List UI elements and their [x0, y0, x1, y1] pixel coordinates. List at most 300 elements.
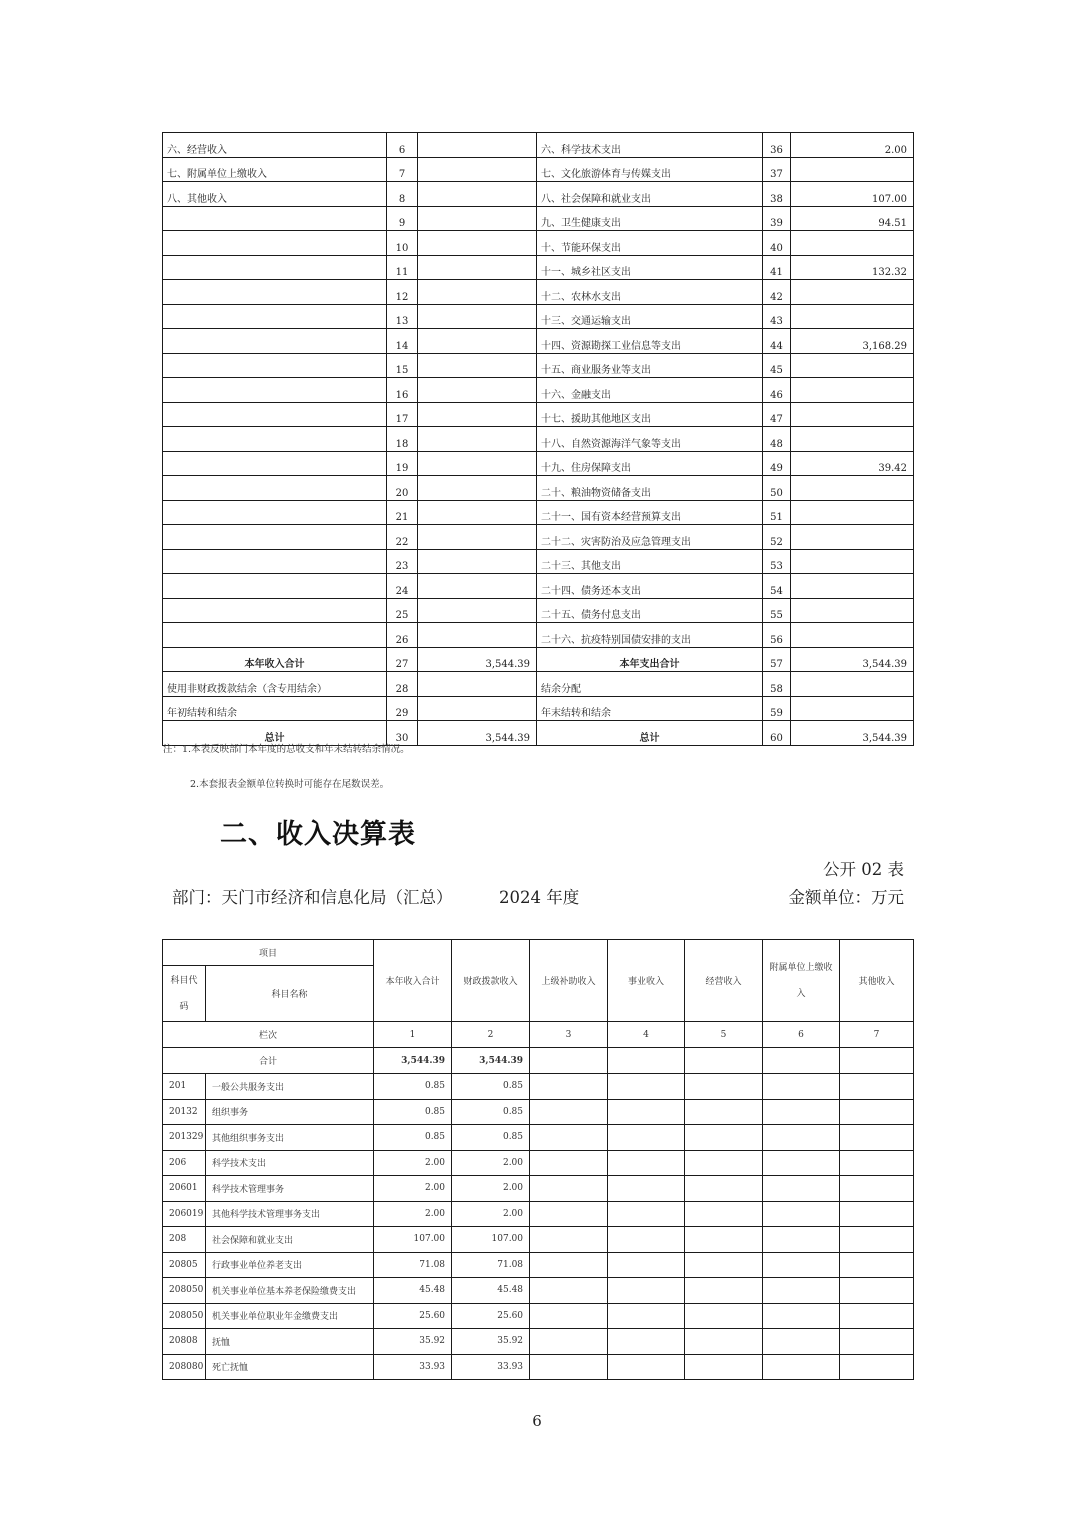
table-row	[163, 500, 914, 525]
income-item-label	[163, 549, 387, 574]
income-item-label	[163, 451, 387, 476]
table-row	[163, 353, 914, 378]
table-row	[163, 1278, 914, 1304]
amount-cell	[763, 1227, 840, 1253]
table-row	[163, 402, 914, 427]
amount-cell: 2.00	[374, 1176, 452, 1202]
amount-cell	[763, 1329, 840, 1355]
amount-cell	[530, 1303, 608, 1329]
note-2: 2.本套报表金额单位转换时可能存在尾数误差。	[190, 779, 390, 790]
amount-cell	[685, 1074, 763, 1100]
amount-cell	[685, 1099, 763, 1125]
expenditure-item-label: 七、文化旅游体育与传媒支出	[537, 157, 763, 182]
expenditure-item-label: 总计	[537, 721, 763, 746]
table-row	[163, 255, 914, 280]
expenditure-item-label: 九、卫生健康支出	[537, 206, 763, 231]
income-item-label: 年初结转和结余	[163, 696, 387, 721]
income-line-number: 24	[387, 574, 418, 599]
income-amount	[418, 623, 537, 648]
department-label: 部门：天门市经济和信息化局（汇总）	[172, 888, 453, 907]
total-label: 合计	[163, 1048, 374, 1074]
table-row	[163, 378, 914, 403]
income-item-label	[163, 623, 387, 648]
amount-cell: 45.48	[374, 1278, 452, 1304]
subject-code: 20805	[163, 1252, 206, 1278]
expenditure-line-number: 46	[763, 378, 791, 403]
table-row	[163, 231, 914, 256]
income-line-number: 29	[387, 696, 418, 721]
header-row-1	[163, 940, 914, 966]
expenditure-item-label: 十一、城乡社区支出	[537, 255, 763, 280]
income-item-label	[163, 206, 387, 231]
expenditure-line-number: 41	[763, 255, 791, 280]
income-amount	[418, 182, 537, 207]
income-amount	[418, 157, 537, 182]
header-col-7: 其他收入	[840, 940, 914, 1022]
expenditure-item-label: 二十、粮油物资储备支出	[537, 476, 763, 501]
income-amount	[418, 402, 537, 427]
subject-code: 208050	[163, 1303, 206, 1329]
amount-cell: 2.00	[374, 1201, 452, 1227]
amount-cell	[840, 1201, 914, 1227]
total-value	[685, 1048, 763, 1074]
income-line-number: 27	[387, 647, 418, 672]
income-item-label: 六、经营收入	[163, 133, 387, 158]
amount-cell	[840, 1278, 914, 1304]
expenditure-line-number: 57	[763, 647, 791, 672]
income-amount	[418, 427, 537, 452]
expenditure-amount	[791, 525, 914, 550]
income-amount	[418, 500, 537, 525]
income-amount: 3,544.39	[418, 647, 537, 672]
table-row	[163, 672, 914, 697]
expenditure-item-label: 六、科学技术支出	[537, 133, 763, 158]
table-row	[163, 525, 914, 550]
amount-cell	[608, 1201, 685, 1227]
expenditure-item-label: 年末结转和结余	[537, 696, 763, 721]
amount-cell	[685, 1176, 763, 1202]
column-number: 4	[608, 1022, 685, 1048]
income-amount	[418, 280, 537, 305]
table-row	[163, 1252, 914, 1278]
total-row	[163, 1048, 914, 1074]
section-title: 二、收入决算表	[220, 819, 416, 850]
table-row	[163, 574, 914, 599]
column-number: 1	[374, 1022, 452, 1048]
income-amount	[418, 133, 537, 158]
amount-cell	[840, 1099, 914, 1125]
income-line-number: 9	[387, 206, 418, 231]
income-line-number: 21	[387, 500, 418, 525]
amount-cell	[530, 1278, 608, 1304]
amount-cell	[685, 1354, 763, 1380]
subject-name: 其他组织事务支出	[206, 1125, 374, 1151]
income-amount	[418, 696, 537, 721]
expenditure-item-label: 十二、农林水支出	[537, 280, 763, 305]
header-name: 科目名称	[206, 966, 374, 1022]
income-amount	[418, 672, 537, 697]
table-row	[163, 1354, 914, 1380]
year-label: 2024 年度	[499, 888, 580, 907]
note-1: 注：1.本表反映部门本年度的总收支和年末结转结余情况。	[163, 744, 410, 755]
table-row	[163, 304, 914, 329]
amount-cell: 2.00	[452, 1176, 530, 1202]
income-line-number: 8	[387, 182, 418, 207]
subject-code: 20601	[163, 1176, 206, 1202]
expenditure-item-label: 结余分配	[537, 672, 763, 697]
expenditure-line-number: 51	[763, 500, 791, 525]
expenditure-item-label: 十、节能环保支出	[537, 231, 763, 256]
income-line-number: 28	[387, 672, 418, 697]
amount-cell: 71.08	[374, 1252, 452, 1278]
expenditure-amount: 132.32	[791, 255, 914, 280]
income-amount	[418, 255, 537, 280]
table-row	[163, 549, 914, 574]
column-number-row	[163, 1022, 914, 1048]
column-number: 5	[685, 1022, 763, 1048]
income-item-label	[163, 329, 387, 354]
income-expenditure-summary-table	[162, 132, 914, 746]
table-row	[163, 206, 914, 231]
expenditure-amount	[791, 623, 914, 648]
amount-cell: 107.00	[452, 1227, 530, 1253]
amount-cell	[530, 1252, 608, 1278]
expenditure-line-number: 56	[763, 623, 791, 648]
expenditure-line-number: 39	[763, 206, 791, 231]
amount-cell	[530, 1074, 608, 1100]
subject-code: 20132	[163, 1099, 206, 1125]
amount-cell: 2.00	[452, 1150, 530, 1176]
expenditure-amount	[791, 476, 914, 501]
subject-name: 死亡抚恤	[206, 1354, 374, 1380]
expenditure-line-number: 48	[763, 427, 791, 452]
expenditure-line-number: 50	[763, 476, 791, 501]
income-line-number: 11	[387, 255, 418, 280]
header-code: 科目代码	[163, 966, 206, 1022]
subject-code: 206019	[163, 1201, 206, 1227]
income-line-number: 12	[387, 280, 418, 305]
amount-cell: 0.85	[452, 1074, 530, 1100]
expenditure-item-label: 二十五、债务付息支出	[537, 598, 763, 623]
subject-name: 科学技术支出	[206, 1150, 374, 1176]
table-row	[163, 157, 914, 182]
income-line-number: 25	[387, 598, 418, 623]
amount-cell	[763, 1303, 840, 1329]
income-amount	[418, 451, 537, 476]
income-item-label	[163, 304, 387, 329]
table-row	[163, 476, 914, 501]
expenditure-amount	[791, 500, 914, 525]
amount-cell	[840, 1303, 914, 1329]
amount-cell	[685, 1329, 763, 1355]
amount-cell	[530, 1125, 608, 1151]
income-line-number: 10	[387, 231, 418, 256]
income-item-label	[163, 402, 387, 427]
income-line-number: 14	[387, 329, 418, 354]
header-col-2: 财政拨款收入	[452, 940, 530, 1022]
expenditure-line-number: 43	[763, 304, 791, 329]
expenditure-amount: 3,544.39	[791, 721, 914, 746]
expenditure-item-label: 十七、援助其他地区支出	[537, 402, 763, 427]
expenditure-amount	[791, 598, 914, 623]
subject-code: 208	[163, 1227, 206, 1253]
unit-label: 金额单位：万元	[788, 888, 904, 907]
amount-cell: 45.48	[452, 1278, 530, 1304]
expenditure-amount	[791, 304, 914, 329]
income-line-number: 16	[387, 378, 418, 403]
income-line-number: 22	[387, 525, 418, 550]
income-item-label	[163, 280, 387, 305]
header-col-6: 附属单位上缴收入	[763, 940, 840, 1022]
amount-cell: 25.60	[452, 1303, 530, 1329]
amount-cell	[840, 1125, 914, 1151]
amount-cell	[763, 1176, 840, 1202]
income-line-number: 13	[387, 304, 418, 329]
expenditure-item-label: 十八、自然资源海洋气象等支出	[537, 427, 763, 452]
amount-cell	[840, 1227, 914, 1253]
income-amount	[418, 574, 537, 599]
amount-cell	[530, 1201, 608, 1227]
amount-cell	[608, 1278, 685, 1304]
amount-cell	[530, 1354, 608, 1380]
column-number: 7	[840, 1022, 914, 1048]
amount-cell	[763, 1278, 840, 1304]
income-amount	[418, 206, 537, 231]
table-row	[163, 133, 914, 158]
amount-cell: 0.85	[374, 1099, 452, 1125]
expenditure-item-label: 二十三、其他支出	[537, 549, 763, 574]
header-item: 项目	[163, 940, 374, 966]
amount-cell	[763, 1074, 840, 1100]
table-row	[163, 1303, 914, 1329]
amount-cell: 35.92	[374, 1329, 452, 1355]
expenditure-amount	[791, 280, 914, 305]
income-item-label	[163, 574, 387, 599]
subject-name: 一般公共服务支出	[206, 1074, 374, 1100]
expenditure-line-number: 53	[763, 549, 791, 574]
income-item-label	[163, 476, 387, 501]
expenditure-line-number: 55	[763, 598, 791, 623]
income-item-label: 八、其他收入	[163, 182, 387, 207]
income-line-number: 30	[387, 721, 418, 746]
income-amount	[418, 549, 537, 574]
header-col-3: 上级补助收入	[530, 940, 608, 1022]
income-amount	[418, 353, 537, 378]
table-row	[163, 1329, 914, 1355]
amount-cell	[530, 1329, 608, 1355]
expenditure-amount	[791, 427, 914, 452]
amount-cell	[840, 1150, 914, 1176]
expenditure-amount: 94.51	[791, 206, 914, 231]
income-item-label	[163, 378, 387, 403]
income-amount: 3,544.39	[418, 721, 537, 746]
expenditure-amount	[791, 231, 914, 256]
amount-cell	[530, 1176, 608, 1202]
subject-name: 机关事业单位基本养老保险缴费支出	[206, 1278, 374, 1304]
income-item-label	[163, 525, 387, 550]
expenditure-item-label: 八、社会保障和就业支出	[537, 182, 763, 207]
income-item-label: 七、附属单位上缴收入	[163, 157, 387, 182]
expenditure-line-number: 47	[763, 402, 791, 427]
amount-cell: 0.85	[452, 1125, 530, 1151]
income-final-accounts-table	[162, 939, 914, 1380]
income-item-label	[163, 255, 387, 280]
income-item-label	[163, 427, 387, 452]
column-number: 3	[530, 1022, 608, 1048]
amount-cell	[840, 1329, 914, 1355]
income-item-label: 使用非财政拨款结余（含专用结余）	[163, 672, 387, 697]
expenditure-line-number: 44	[763, 329, 791, 354]
expenditure-amount: 3,168.29	[791, 329, 914, 354]
amount-cell	[530, 1099, 608, 1125]
expenditure-item-label: 二十六、抗疫特别国债安排的支出	[537, 623, 763, 648]
income-line-number: 20	[387, 476, 418, 501]
amount-cell: 33.93	[452, 1354, 530, 1380]
expenditure-item-label: 十三、交通运输支出	[537, 304, 763, 329]
amount-cell: 71.08	[452, 1252, 530, 1278]
column-number: 2	[452, 1022, 530, 1048]
amount-cell	[685, 1125, 763, 1151]
amount-cell	[840, 1354, 914, 1380]
amount-cell	[608, 1150, 685, 1176]
expenditure-amount	[791, 378, 914, 403]
table-row	[163, 1125, 914, 1151]
amount-cell	[763, 1099, 840, 1125]
expenditure-amount: 2.00	[791, 133, 914, 158]
table-row	[163, 1099, 914, 1125]
income-item-label	[163, 231, 387, 256]
expenditure-item-label: 十五、商业服务业等支出	[537, 353, 763, 378]
table-row	[163, 696, 914, 721]
header-col-5: 经营收入	[685, 940, 763, 1022]
amount-cell	[763, 1125, 840, 1151]
table-row	[163, 1201, 914, 1227]
amount-cell: 33.93	[374, 1354, 452, 1380]
expenditure-item-label: 二十二、灾害防治及应急管理支出	[537, 525, 763, 550]
expenditure-amount: 107.00	[791, 182, 914, 207]
expenditure-line-number: 45	[763, 353, 791, 378]
income-item-label: 总计	[163, 721, 387, 746]
amount-cell	[608, 1303, 685, 1329]
table-code: 公开 02 表	[823, 860, 904, 879]
page-number: 6	[532, 1412, 542, 1430]
table-row	[163, 647, 914, 672]
expenditure-line-number: 60	[763, 721, 791, 746]
subject-name: 组织事务	[206, 1099, 374, 1125]
table-row	[163, 182, 914, 207]
subject-code: 20808	[163, 1329, 206, 1355]
amount-cell	[608, 1252, 685, 1278]
income-line-number: 23	[387, 549, 418, 574]
amount-cell	[608, 1125, 685, 1151]
column-number-label: 栏次	[163, 1022, 374, 1048]
amount-cell: 107.00	[374, 1227, 452, 1253]
expenditure-item-label: 十九、住房保障支出	[537, 451, 763, 476]
expenditure-line-number: 42	[763, 280, 791, 305]
amount-cell	[530, 1227, 608, 1253]
income-line-number: 15	[387, 353, 418, 378]
expenditure-line-number: 38	[763, 182, 791, 207]
amount-cell	[685, 1150, 763, 1176]
income-amount	[418, 231, 537, 256]
amount-cell	[763, 1201, 840, 1227]
income-amount	[418, 329, 537, 354]
expenditure-line-number: 58	[763, 672, 791, 697]
amount-cell	[608, 1074, 685, 1100]
amount-cell: 25.60	[374, 1303, 452, 1329]
expenditure-line-number: 40	[763, 231, 791, 256]
income-line-number: 7	[387, 157, 418, 182]
expenditure-amount: 39.42	[791, 451, 914, 476]
table-row	[163, 427, 914, 452]
amount-cell	[840, 1176, 914, 1202]
income-line-number: 6	[387, 133, 418, 158]
expenditure-item-label: 十四、资源勘探工业信息等支出	[537, 329, 763, 354]
expenditure-amount: 3,544.39	[791, 647, 914, 672]
subject-code: 201	[163, 1074, 206, 1100]
expenditure-line-number: 49	[763, 451, 791, 476]
amount-cell	[763, 1252, 840, 1278]
amount-cell	[685, 1227, 763, 1253]
expenditure-amount	[791, 672, 914, 697]
amount-cell	[608, 1227, 685, 1253]
income-amount	[418, 476, 537, 501]
subject-code: 208080	[163, 1354, 206, 1380]
column-number: 6	[763, 1022, 840, 1048]
subject-name: 社会保障和就业支出	[206, 1227, 374, 1253]
amount-cell: 2.00	[452, 1201, 530, 1227]
table-row	[163, 451, 914, 476]
table-row	[163, 623, 914, 648]
amount-cell	[608, 1329, 685, 1355]
income-amount	[418, 598, 537, 623]
amount-cell	[685, 1303, 763, 1329]
income-line-number: 26	[387, 623, 418, 648]
income-item-label: 本年收入合计	[163, 647, 387, 672]
amount-cell	[608, 1176, 685, 1202]
amount-cell	[608, 1354, 685, 1380]
header-col-1: 本年收入合计	[374, 940, 452, 1022]
table-row	[163, 329, 914, 354]
amount-cell	[840, 1252, 914, 1278]
income-line-number: 17	[387, 402, 418, 427]
income-line-number: 19	[387, 451, 418, 476]
total-value: 3,544.39	[452, 1048, 530, 1074]
expenditure-line-number: 54	[763, 574, 791, 599]
subject-name: 行政事业单位养老支出	[206, 1252, 374, 1278]
expenditure-amount	[791, 157, 914, 182]
expenditure-item-label: 十六、金融支出	[537, 378, 763, 403]
subject-code: 201329	[163, 1125, 206, 1151]
subject-name: 其他科学技术管理事务支出	[206, 1201, 374, 1227]
total-value: 3,544.39	[374, 1048, 452, 1074]
table-row	[163, 1074, 914, 1100]
amount-cell	[685, 1278, 763, 1304]
income-item-label	[163, 353, 387, 378]
expenditure-line-number: 59	[763, 696, 791, 721]
expenditure-amount	[791, 696, 914, 721]
amount-cell	[530, 1150, 608, 1176]
total-value	[763, 1048, 840, 1074]
expenditure-item-label: 本年支出合计	[537, 647, 763, 672]
amount-cell: 0.85	[452, 1099, 530, 1125]
table-row	[163, 598, 914, 623]
header-col-4: 事业收入	[608, 940, 685, 1022]
amount-cell	[685, 1201, 763, 1227]
amount-cell	[840, 1074, 914, 1100]
expenditure-item-label: 二十四、债务还本支出	[537, 574, 763, 599]
expenditure-line-number: 52	[763, 525, 791, 550]
